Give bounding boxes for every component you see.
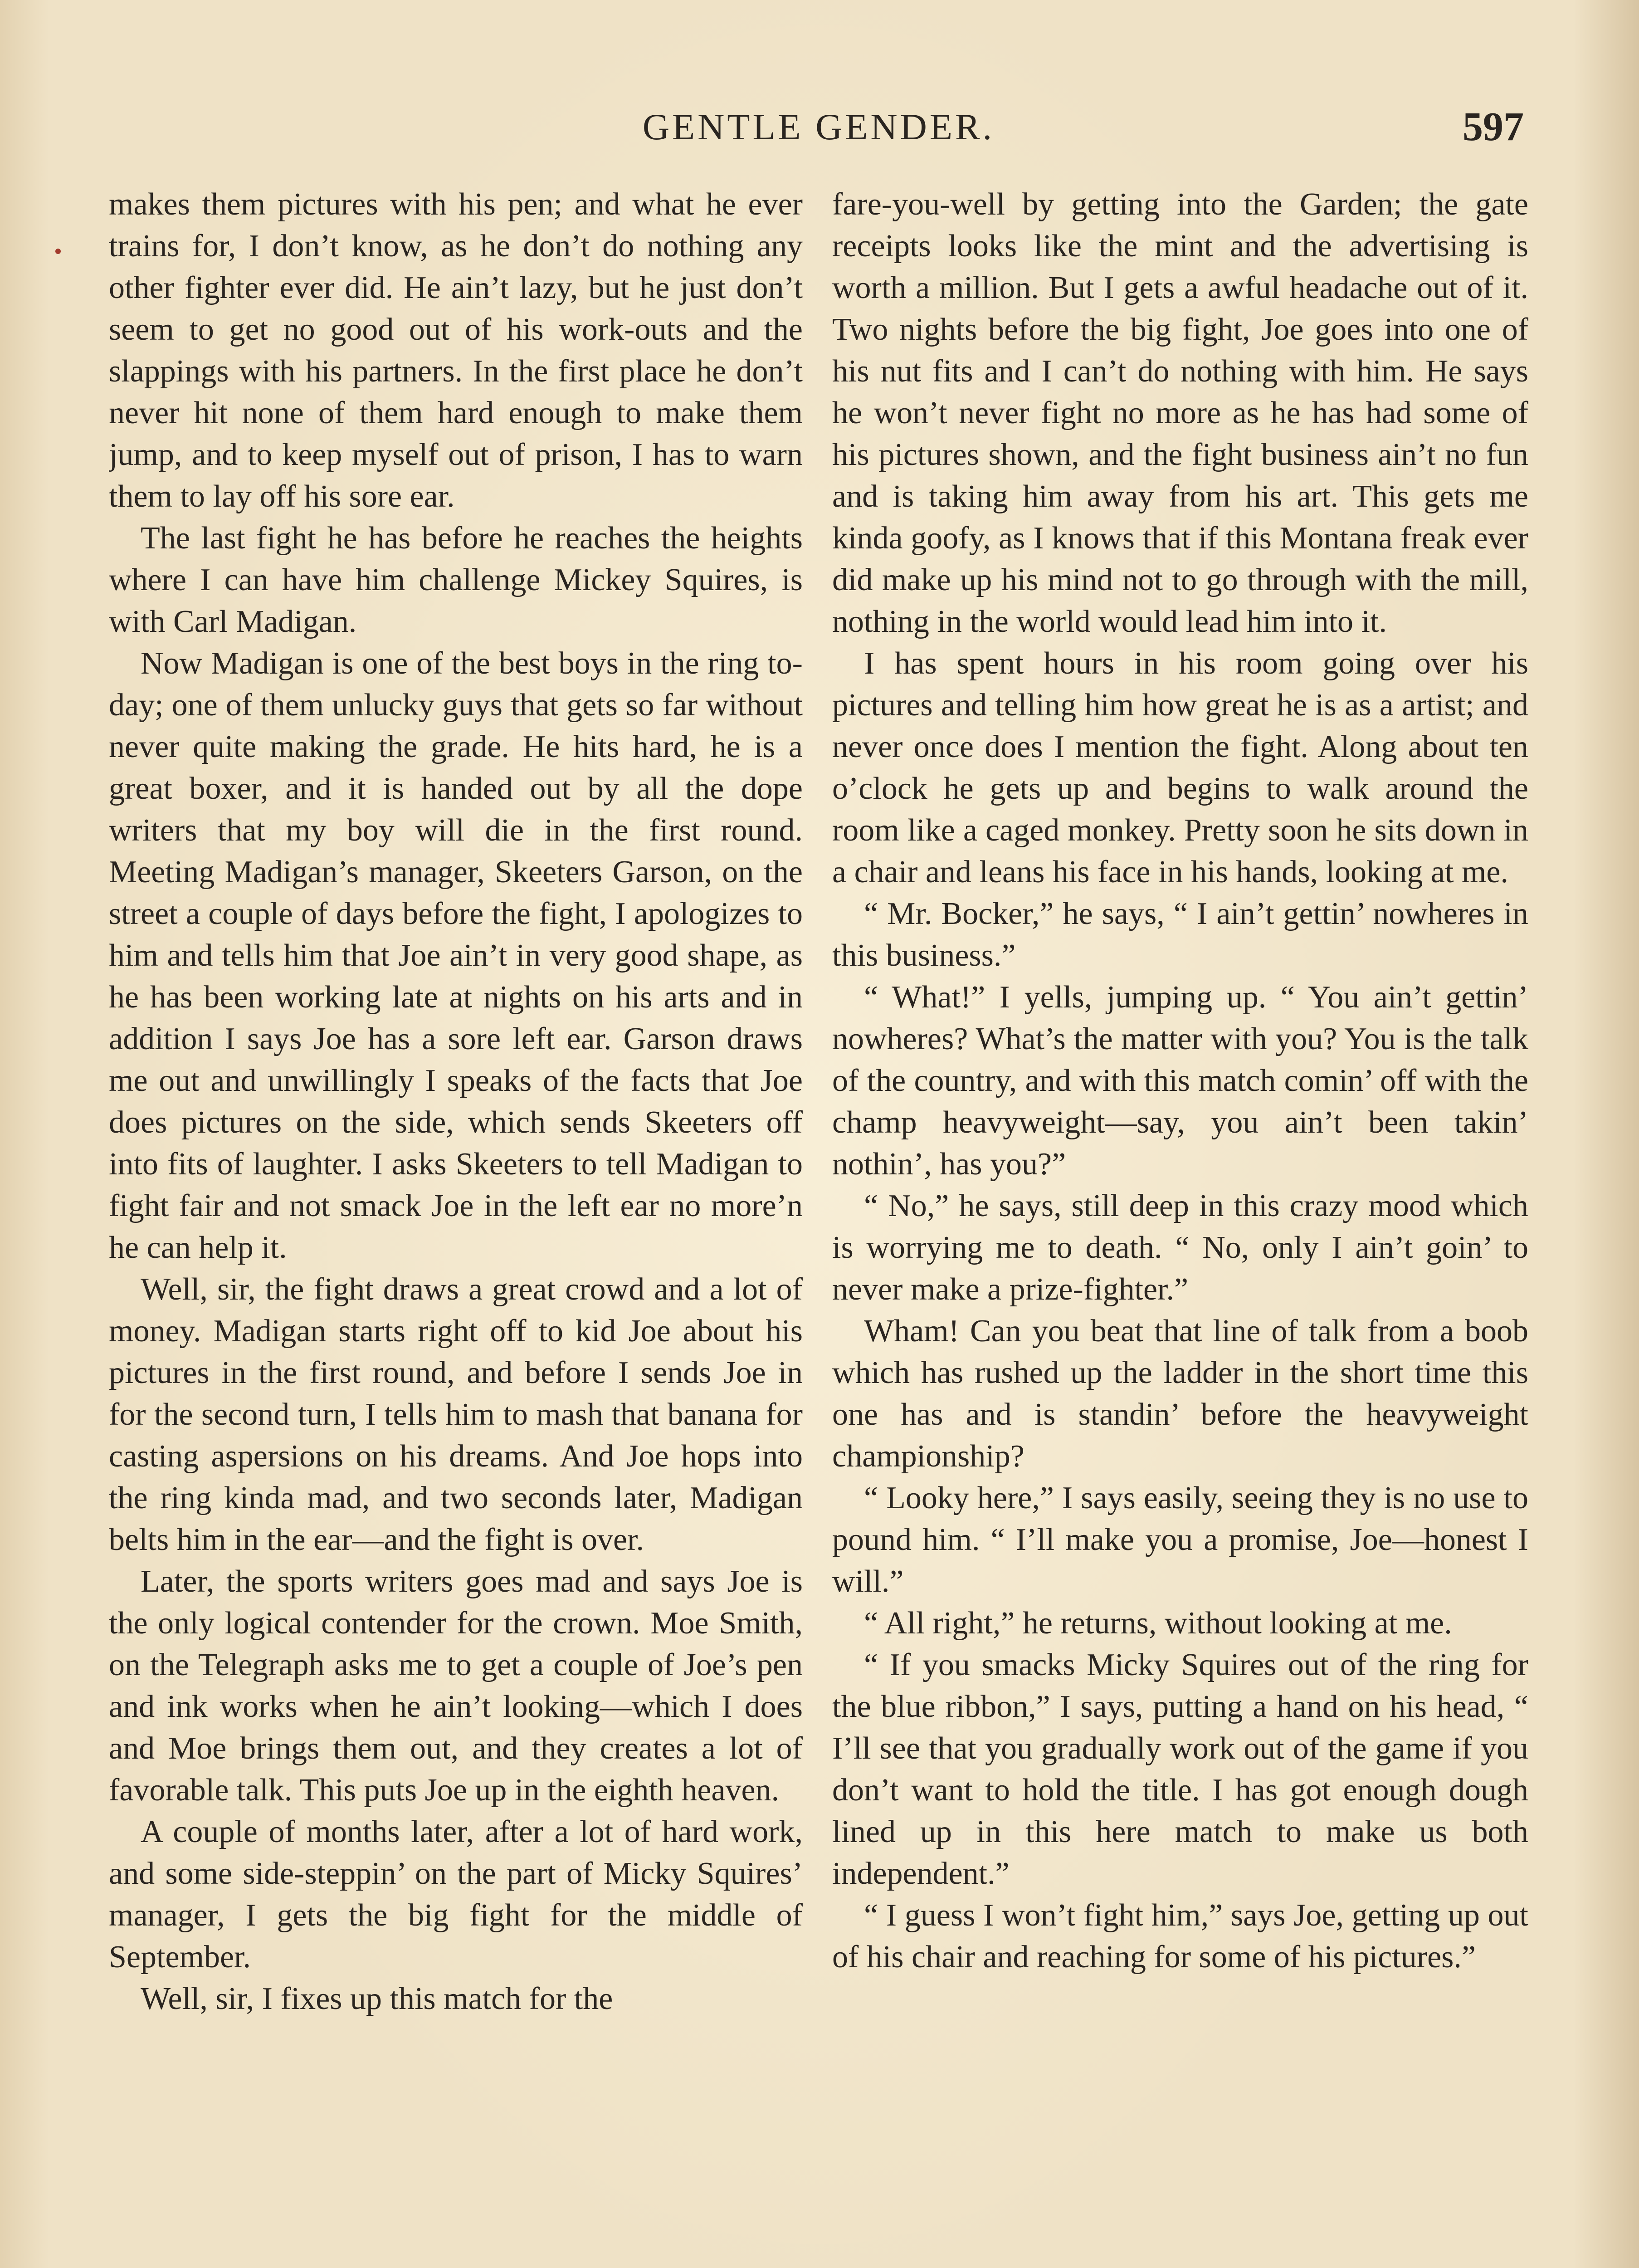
running-title: GENTLE GENDER. (642, 106, 995, 147)
paragraph: “ Mr. Bocker,” he says, “ I ain’t gettin’ nowheres in this business.” (832, 896, 1528, 973)
page-header (109, 95, 1528, 159)
paragraph: I has spent hours in his room going over his pictures and telling him how great he is as a artist; and never once does I mention the fight. Along about ten o’clock he gets up and begins to walk around the room like a caged monkey. Pretty soon he sits down in a chair and leans his face in his hands, looking at me. (832, 646, 1528, 890)
paragraph: The last fight he has before he reaches the heights where I can have him challenge Mickey Squires, is with Carl Madigan. (109, 521, 803, 639)
ink-speck (55, 249, 61, 254)
right-text-column (832, 184, 1528, 2268)
paragraph: A couple of months later, after a lot of hard work, and some side-steppin’ on the part of Micky Squires’ manager, I gets the big fight for the middle of September. (109, 1814, 803, 1975)
paragraph: “ What!” I yells, jumping up. “ You ain’t gettin’ nowheres? What’s the matter with you? You is the talk of the country, and with this match comin’ off with the champ heavyweight—say, you ain’t been takin’ nothin’, has you?” (832, 980, 1528, 1182)
paragraph: “ All right,” he returns, without looking at me. (864, 1606, 1452, 1641)
page-number: 597 (1463, 104, 1524, 149)
paragraph: Well, sir, the fight draws a great crowd and a lot of money. Madigan starts right off to kid Joe about his pictures in the first round, and before I sends Joe in for the second turn, I tells him to mash that banana for casting aspersions on his dreams. And Joe hops into the ring kinda mad, and two seconds later, Madigan belts him in the ear—and the fight is over. (109, 1272, 803, 1557)
paragraph: fare-you-well by getting into the Garden; the gate receipts looks like the mint and the advertising is worth a million. But I gets a awful headache out of it. Two nights before the big fight, Joe goes into one of his nut fits and I can’t do nothing with him. He says he won’t never fight no more as he has had some of his pictures shown, and the fight business ain’t no fun and is taking him away from his art. This gets me kinda goofy, as I knows that if this Montana freak ever did make up his mind not to go through with the mill, nothing in the world would lead him into it. (832, 187, 1528, 639)
paragraph: Later, the sports writers goes mad and says Joe is the only logical contender for the crown. Moe Smith, on the Telegraph asks me to get a couple of Joe’s pen and ink works when he ain’t looking—which I does and Moe brings them out, and they creates a lot of favorable talk. This puts Joe up in the eighth heaven. (109, 1564, 803, 1808)
paragraph: “ If you smacks Micky Squires out of the ring for the blue ribbon,” I says, putting a hand on his head, “ I’ll see that you gradually work out of the game if you don’t want to hold the title. I has got enough dough lined up in this here match to make us both independent.” (832, 1647, 1528, 1891)
paragraph: Well, sir, I fixes up this match for the (141, 1981, 613, 2016)
paragraph: “ I guess I won’t fight him,” says Joe, getting up out of his chair and reaching for some of his pictures.” (832, 1898, 1528, 1975)
paragraph: Now Madigan is one of the best boys in the ring to-day; one of them unlucky guys that gets so far without never quite making the grade. He hits hard, he is a great boxer, and it is handed out by all the dope writers that my boy will die in the first round. Meeting Madigan’s manager, Skeeters Garson, on the street a couple of days before the fight, I apologizes to him and tells him that Joe ain’t in very good shape, as he has been working late at nights on his arts and in addition I says Joe has a sore left ear. Garson draws me out and unwillingly I speaks of the facts that Joe does pictures on the side, which sends Skeeters off into fits of laughter. I asks Skeeters to tell Madigan to fight fair and not smack Joe in the left ear no more’n he can help it. (109, 646, 803, 1265)
paragraph: makes them pictures with his pen; and what he ever trains for, I don’t know, as he don’t do nothing any other fighter ever did. He ain’t lazy, but he just don’t seem to get no good out of his work-outs and the slappings with his partners. In the first place he don’t never hit none of them hard enough to make them jump, and to keep myself out of prison, I has to warn them to lay off his sore ear. (109, 187, 803, 514)
paragraph: “ No,” he says, still deep in this crazy mood which is worrying me to death. “ No, only I ain’t goin’ to never make a prize-fighter.” (832, 1188, 1528, 1307)
paragraph: “ Looky here,” I says easily, seeing they is no use to pound him. “ I’ll make you a promise, Joe—honest I will.” (832, 1481, 1528, 1599)
left-text-column (109, 184, 803, 2268)
paragraph: Wham! Can you beat that line of talk from a boob which has rushed up the ladder in the short time this one has and is standin’ before the heavyweight championship? (832, 1314, 1528, 1474)
